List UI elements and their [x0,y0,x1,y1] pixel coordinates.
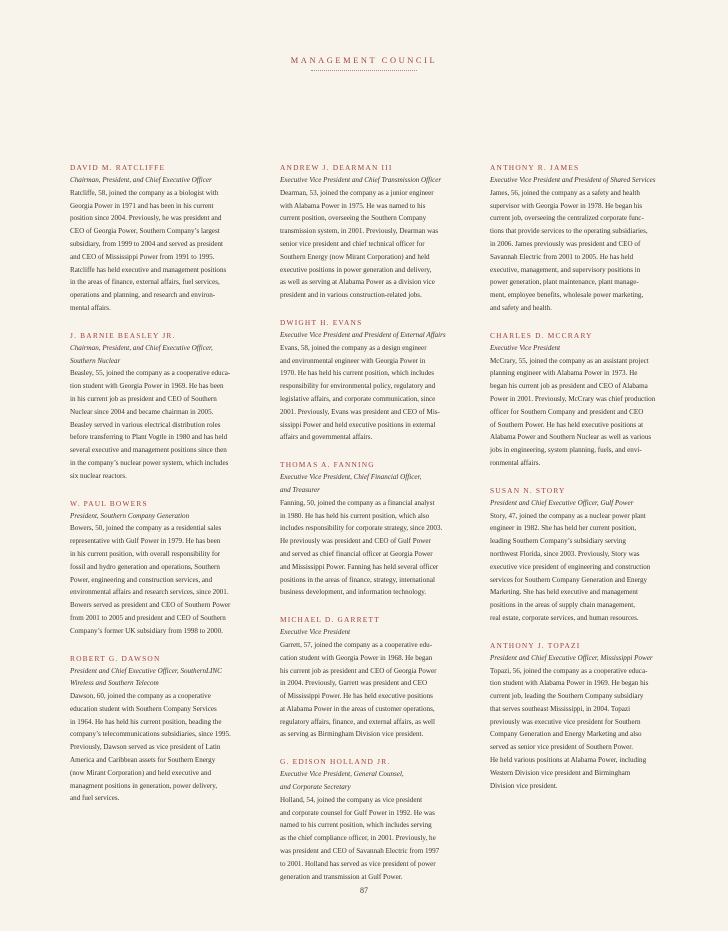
bio-line: supervisor with Georgia Power in 1978. He began his [490,201,643,210]
bio-line: executive, management, and supervisory positions in [490,265,641,274]
member-title: Wireless and Southern Telecom [70,679,159,688]
member-name: ANTHONY J. TOPAZI [490,640,581,650]
bio-line: Western Division vice president and Birmingham [490,768,631,777]
member-name: ROBERT G. DAWSON [70,653,161,663]
bio-line: executive positions in power generation and delivery, [280,265,432,274]
bio-line: Story, 47, joined the company as a nuclear power plant [490,511,646,520]
member-biography [70,187,242,315]
bio-line: responsibility for environmental policy, regulatory and [280,382,436,391]
bio-line: in his current position, with overall responsibility for [70,549,221,558]
bio-line: in his current job as president and CEO of Southern [70,394,217,403]
member-biography [280,794,452,884]
bio-line: Dearman, 53, joined the company as a junior engineer [280,188,434,197]
bio-line: Beasley, 55, joined the company as a cooperative educa- [70,369,231,378]
bio-line: and fuel services. [70,794,120,803]
bio-line: and corporate counsel for Gulf Power in 1992. He was [280,808,435,817]
bio-line: Company’s former UK subsidiary from 1998 to 2000. [70,626,223,635]
bio-line: James, 56, joined the company as a safety and health [490,188,640,197]
bio-line: of Southern Power. He has held executive positions at [490,420,644,429]
bio-line: officer for Southern Company and president and CEO [490,407,644,416]
bio-line: environmental affairs and research services, since 2001. [70,588,229,597]
bio-line: power generation, plant maintenance, plant manage- [490,278,639,287]
member-title: President and Chief Executive Officer, Gulf Power [490,498,634,507]
page-header [0,56,728,71]
bio-line: services for Southern Company Generation and Energy [490,575,648,584]
bio-line: affairs and governmental affairs. [280,433,373,442]
member-title: Executive Vice President, General Counsel, [280,770,404,779]
member-title: Executive Vice President, Chief Financial Officer, [280,473,422,482]
bio-line: Alabama Power and Southern Nuclear as well as various [490,433,652,442]
council-member-entry [280,317,452,444]
council-member-entry [280,162,452,302]
bio-line: in 2006. James previously was president and CEO of [490,239,641,248]
bio-line: in 1964. He has held his current position, heading the [70,717,222,726]
bio-line: CEO of Georgia Power, Southern Company’s largest [70,227,220,236]
bio-line: Company Generation and Energy Marketing and also [490,730,642,739]
bio-line: as well as serving at Alabama Power as a division vice [280,278,435,287]
member-name: W. PAUL BOWERS [70,498,148,508]
bio-line: ronmental affairs. [490,458,541,467]
bio-line: positions in the areas of supply chain management, [490,601,635,610]
bio-line: Previously, Dawson served as vice president of Latin [70,743,221,752]
bio-line: executive vice president of engineering and construction [490,562,651,571]
member-title: and Corporate Secretary [280,783,351,792]
member-title: President and Chief Executive Officer, SouthernLINC [70,666,222,675]
member-biography [280,342,452,444]
bio-line: and Mississippi Power. Fanning has held several officer [280,562,439,571]
bio-line: Power, engineering and construction services, and [70,575,213,584]
column-3 [490,162,662,807]
bio-line: representative with Gulf Power in 1979. He has been [70,537,221,546]
bio-line: senior vice president and chief technical officer for [280,239,425,248]
bio-line: subsidiary, from 1999 to 2004 and served as president [70,239,224,248]
bio-line: previously was executive vice president for Southern [490,717,641,726]
council-member-entry [490,640,662,793]
bio-line: and safety and health. [490,303,552,312]
bio-line: ment, employee benefits, wholesale power marketing, [490,291,644,300]
bio-line: and CEO of Mississippi Power from 1991 to 1995. [70,252,215,261]
member-biography [490,665,662,793]
dotted-rule [311,70,417,71]
bio-line: at Alabama Power in the areas of customer operations, [280,704,435,713]
bio-line: as the chief compliance officer, in 2001. Previously, he [280,834,436,843]
member-name: DAVID M. RATCLIFFE [70,163,166,172]
bio-line: and served as chief financial officer at Georgia Power [280,549,433,558]
council-member-entry [70,653,242,806]
bio-line: from 2001 to 2005 and president and CEO of Southern [70,613,226,622]
bio-line: America and Caribbean assets for Southern Energy [70,756,216,765]
bio-line: Ratcliffe, 58, joined the company as a biologist with [70,188,219,197]
bio-line: regulatory affairs, finance, and external affairs, as well [280,717,435,726]
bio-line: Savannah Electric from 2001 to 2005. He has held [490,252,634,261]
bio-line: Bowers served as president and CEO of Southern Power [70,601,231,610]
bio-line: Georgia Power in 1971 and has been in his current [70,201,214,210]
bio-line: began his current job as president and CEO of Alabama [490,382,648,391]
bio-line: tion student with Alabama Power in 1969. He began his [490,679,649,688]
member-title: and Treasurer [280,485,320,494]
column-2 [280,162,452,898]
bio-line: positions in the areas of finance, strategy, international [280,575,435,584]
bio-line: transmission system, in 2001. Previously, Dearman was [280,227,439,236]
member-name: THOMAS A. FANNING [280,460,375,470]
member-name: ANDREW J. DEARMAN III [280,163,393,172]
member-name: G. EDISON HOLLAND JR. [280,757,391,767]
council-member-entry [70,330,242,483]
bio-line: was president and CEO of Savannah Electric from 1997 [280,847,440,856]
bio-line: in 2004. Previously, Garrett was president and CEO [280,679,428,688]
bio-line: Bowers, 50, joined the company as a residential sales [70,524,222,533]
council-member-entry [490,162,662,315]
bio-line: before transferring to Plant Vogtle in 1980 and has held [70,433,228,442]
council-member-entry [490,485,662,625]
bio-line: planning engineer with Alabama Power in 1973. He [490,369,638,378]
bio-line: operations and planning, and research and environ- [70,291,216,300]
bio-line: tions that provide services to the operating subsidiaries, [490,227,648,236]
member-biography [70,522,242,637]
bio-line: Evans, 58, joined the company as a design engineer [280,343,427,352]
bio-line: six nuclear reactors. [70,471,127,480]
member-biography [280,497,452,599]
member-name: CHARLES D. MCCRARY [490,330,593,340]
member-biography [490,187,662,315]
bio-line: real estate, corporate services, and human resources. [490,613,639,622]
bio-line: his current job as president and CEO of Georgia Power [280,666,437,675]
bio-line: business development, and information technology. [280,588,427,597]
bio-line: managment positions in generation, power delivery, [70,781,218,790]
bio-line: fossil and hydro generation and operations, Southern [70,562,220,571]
bio-line: current job, overseeing the centralized corporate func- [490,214,644,223]
bio-line: He held various positions at Alabama Power, including [490,756,647,765]
member-title: Executive Vice President and Chief Transmission Officer [280,176,442,184]
member-biography [490,355,662,470]
bio-line: legislative affairs, and corporate communication, since [280,394,436,403]
member-name: DWIGHT H. EVANS [280,317,363,327]
bio-line: current job, leading the Southern Company subsidiary [490,692,644,701]
council-member-entry [490,330,662,470]
council-member-entry [280,614,452,741]
bio-line: Power in 2001. Previously, McCrary was chief production [490,394,656,403]
member-title: Executive Vice President and President of External Affairs [280,330,446,339]
member-biography [70,690,242,805]
member-title: Chairman, President, and Chief Executive Officer, [70,343,213,352]
council-member-entry [70,498,242,638]
column-1 [70,162,242,820]
member-title: Chairman, President, and Chief Executive Officer [70,176,212,184]
bio-line: with Alabama Power in 1975. He was named to his [280,201,426,210]
bio-line: mental affairs. [70,303,111,312]
member-title: Executive Vice President [490,343,561,352]
bio-line: Division vice president. [490,781,558,790]
bio-line: 2001. Previously, Evans was president and CEO of Mis- [280,407,440,416]
bio-line: to 2001. Holland has served as vice president of power [280,859,436,868]
bio-line: Holland, 54, joined the company as vice president [280,795,423,804]
bio-line: jobs in engineering, system planning, fuels, and envi- [490,446,642,455]
bio-line: tion student with Georgia Power in 1969. He has been [70,382,224,391]
bio-line: education student with Southern Company Services [70,704,217,713]
bio-line: served as senior vice president of Southern Power. [490,743,634,752]
bio-line: in the areas of finance, external affairs, fuel services, [70,278,220,287]
bio-line: in the company’s nuclear power system, which includes [70,458,229,467]
council-member-entry [280,756,452,883]
bio-line: current position, overseeing the Southern Company [280,214,427,223]
bio-line: 1970. He has held his current position, which includes [280,369,435,378]
member-title: Southern Nuclear [70,356,121,365]
member-biography [280,187,452,302]
bio-line: engineer in 1982. She has held her current position, [490,524,637,533]
bio-line: McCrary, 55, joined the company as an assistant project [490,356,649,365]
member-title: President, Southern Company Generation [70,511,190,520]
bio-line: northwest Florida, since 2003. Previously, Story was [490,549,640,558]
bio-line: Ratcliffe has held executive and management positions [70,265,227,274]
member-name: MICHAEL D. GARRETT [280,615,380,625]
page-number: 87 [360,886,368,895]
bio-line: (now Mirant Corporation) and held executive and [70,768,212,777]
bio-line: He previously was president and CEO of Gulf Power [280,537,431,546]
bio-line: company’s telecommunications subsidiaries, since 1995. [70,730,231,739]
bio-line: that serves southeast Mississippi, in 2004. Topazi [490,704,631,713]
bio-line: several executive and management positions since then [70,446,227,455]
member-name: SUSAN N. STORY [490,485,566,495]
section-title: MANAGEMENT COUNCIL [290,56,438,65]
bio-line: Dawson, 60, joined the company as a cooperative [70,692,211,701]
bio-line: Fanning, 50, joined the company as a financial analyst [280,498,435,507]
member-title: Executive Vice President [280,628,351,637]
bio-line: Beasley served in various electrical distribution roles [70,420,221,429]
council-member-entry [280,459,452,599]
bio-line: of Mississippi Power. He has held executive positions [280,692,433,701]
bio-line: Southern Energy (now Mirant Corporation) and held [280,252,430,261]
bio-line: Garrett, 57, joined the company as a cooperative edu- [280,640,433,649]
bio-line: position since 2004. Previously, he was president and [70,214,222,223]
bio-line: Marketing. She has held executive and management [490,588,638,597]
council-member-entry [70,162,242,315]
member-title: President and Chief Executive Officer, Mississippi Power [490,653,653,662]
bio-line: cation student with Georgia Power in 1968. He began [280,653,433,662]
member-name: ANTHONY R. JAMES [490,163,580,172]
bio-line: in 1980. He has held his current position, which also [280,511,430,520]
member-biography [490,510,662,625]
bio-line: and environmental engineer with Georgia Power in [280,356,426,365]
bio-line: leading Southern Company’s subsidiary serving [490,537,626,546]
bio-line: generation and transmission at Gulf Power. [280,872,403,881]
member-biography [280,639,452,741]
member-biography [70,367,242,482]
member-name: J. BARNIE BEASLEY JR. [70,330,176,340]
bio-line: president and in various construction-related jobs. [280,291,422,300]
bio-line: named to his current position, which includes serving [280,821,432,830]
member-title: Executive Vice President and President of Shared Services [490,176,656,184]
bio-line: includes responsibility for corporate strategy, since 2003. [280,524,443,533]
bio-line: sissippi Power and held executive positions in external [280,420,436,429]
bio-line: Topazi, 56, joined the company as a cooperative educa- [490,666,648,675]
bio-line: as serving as Birmingham Division vice president. [280,730,424,739]
bio-line: Nuclear since 2004 and became chairman in 2005. [70,407,214,416]
